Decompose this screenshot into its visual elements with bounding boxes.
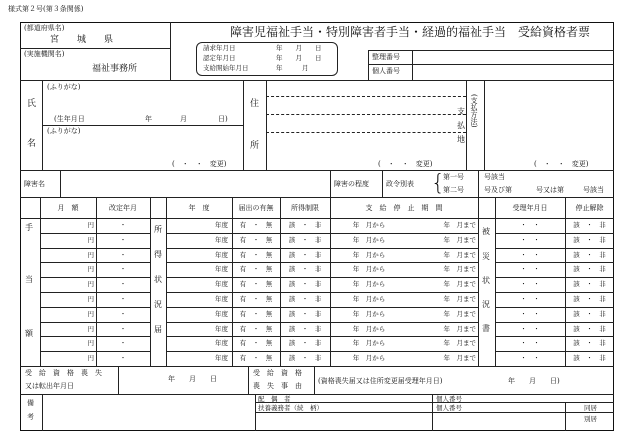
year-cell[interactable]: 年度: [215, 339, 228, 348]
income-cell[interactable]: 該 ・ 非: [288, 250, 322, 259]
monthly-cell[interactable]: 円: [87, 324, 94, 333]
report-cell[interactable]: 有 ・ 無: [239, 324, 273, 333]
remarks-label-2: 考: [27, 413, 34, 421]
stop-from-cell[interactable]: 年 月から: [352, 324, 386, 333]
row-divider: [40, 292, 96, 293]
address-label: 住: [250, 99, 260, 109]
row-divider: [96, 277, 150, 278]
row-divider: [166, 351, 478, 352]
received-cell[interactable]: ・ ・: [520, 265, 540, 274]
claim-date-value: 年 月 日: [276, 44, 322, 52]
received-cell[interactable]: ・ ・: [520, 309, 540, 318]
birth-label: (生年月日: [54, 115, 85, 123]
agency-value: 福祉事務所: [92, 64, 138, 74]
stop-from-cell[interactable]: 年 月から: [352, 221, 386, 229]
header-stop: 支 給 停 止 期 間: [365, 204, 443, 212]
header-cancel: 停止解除: [575, 204, 604, 212]
side-disaster-3: 状: [482, 276, 490, 285]
row-divider: [166, 248, 478, 249]
agency-label: (実施機関名): [24, 50, 65, 58]
pay-label-3: 地: [457, 135, 465, 144]
furigana-label: (ふりがな): [47, 83, 81, 91]
report-cell[interactable]: 有 ・ 無: [239, 250, 273, 259]
form-number: 様式第２号(第３条関係): [8, 5, 84, 13]
header-report: 届出の有無: [238, 204, 274, 212]
row-divider: [495, 248, 614, 249]
side-left-2: 当: [25, 275, 33, 284]
stop-to-cell[interactable]: 年 月まで: [443, 295, 476, 303]
received-cell[interactable]: ・ ・: [520, 324, 540, 333]
row-divider: [495, 351, 614, 352]
stop-from-cell[interactable]: 年 月から: [352, 250, 386, 259]
side-left-3: 額: [25, 329, 33, 338]
header-year: 年 度: [188, 204, 210, 212]
applicable-c: 号又は第: [536, 186, 564, 194]
disability-name-label: 障害名: [24, 180, 45, 188]
side-disaster-4: 況: [482, 300, 490, 309]
stop-from-cell[interactable]: 年 月から: [352, 354, 386, 363]
row-divider: [96, 322, 150, 323]
pay-label-1: 支: [457, 107, 465, 116]
stop-to-cell[interactable]: 年 月まで: [443, 280, 476, 289]
approve-date-label: 認定年月日: [203, 54, 236, 62]
monthly-cell[interactable]: 円: [87, 221, 94, 229]
report-cell[interactable]: 有 ・ 無: [239, 339, 273, 348]
cancel-cell[interactable]: 該 ・ 非: [573, 221, 606, 229]
pref-label: (都道府県名): [24, 24, 65, 32]
stop-to-cell[interactable]: 年 月まで: [443, 265, 476, 274]
item-1: 第一号: [443, 173, 464, 181]
income-cell[interactable]: 該 ・ 非: [288, 309, 322, 318]
pay-label-2: 払: [457, 121, 465, 130]
loss-note-date: 年 月 日): [508, 377, 560, 385]
claim-date-label: 請求年月日: [203, 44, 236, 52]
revision-cell[interactable]: ・: [119, 354, 127, 363]
received-cell[interactable]: ・ ・: [520, 235, 540, 244]
row-divider: [96, 351, 150, 352]
row-divider: [40, 322, 96, 323]
monthly-cell[interactable]: 円: [87, 235, 94, 244]
row-divider: [40, 233, 96, 234]
spouse-pno-label: 個人番号: [436, 395, 462, 403]
loss-label-2: 又は転出年月日: [25, 382, 74, 390]
report-cell[interactable]: 有 ・ 無: [239, 221, 273, 229]
row-divider: [96, 248, 150, 249]
received-cell[interactable]: ・ ・: [520, 221, 540, 229]
stop-to-cell[interactable]: 年 月まで: [443, 221, 476, 229]
reason-label-1: 受 給 資 格: [253, 369, 302, 377]
stop-to-cell[interactable]: 年 月まで: [443, 339, 476, 348]
name-label-2: 名: [27, 139, 37, 149]
report-cell[interactable]: 有 ・ 無: [239, 309, 273, 318]
header-received: 受理年月日: [512, 204, 548, 212]
row-divider: [40, 336, 96, 337]
row-divider: [166, 307, 478, 308]
header-revision: 改定年月: [109, 204, 137, 212]
revision-cell[interactable]: ・: [119, 280, 127, 289]
year-cell[interactable]: 年度: [215, 324, 228, 333]
stop-from-cell[interactable]: 年 月から: [352, 339, 386, 348]
row-divider: [495, 262, 614, 263]
cancel-cell[interactable]: 該 ・ 非: [573, 235, 606, 244]
address-label-2: 所: [250, 141, 260, 151]
name-label: 氏: [27, 99, 37, 109]
revision-cell[interactable]: ・: [119, 309, 127, 318]
loss-note: (資格喪失届又は住所変更届受理年月日): [318, 377, 443, 385]
revision-cell[interactable]: ・: [119, 235, 127, 244]
start-date-label: 支給開始年月日: [203, 64, 249, 72]
row-divider: [40, 351, 96, 352]
revision-cell[interactable]: ・: [119, 295, 127, 303]
received-cell[interactable]: ・ ・: [520, 354, 540, 363]
loss-date: 年 月 日: [168, 375, 217, 383]
row-divider: [96, 307, 150, 308]
cancel-cell[interactable]: 該 ・ 非: [573, 324, 606, 333]
degree-label: 障害の程度: [334, 180, 369, 188]
birth-month: 月: [180, 115, 187, 123]
row-divider: [166, 322, 478, 323]
revision-cell[interactable]: ・: [119, 221, 127, 229]
year-cell[interactable]: 年度: [215, 221, 228, 229]
side-income-2: 得: [154, 250, 162, 259]
income-cell[interactable]: 該 ・ 非: [288, 295, 322, 303]
supporter-pno-label: 個人番号: [436, 404, 462, 412]
stop-to-cell[interactable]: 年 月まで: [443, 324, 476, 333]
address-change: ( ・ ・ 変更): [378, 160, 433, 168]
cancel-cell[interactable]: 該 ・ 非: [573, 280, 606, 289]
income-cell[interactable]: 該 ・ 非: [288, 280, 322, 289]
year-cell[interactable]: 年度: [215, 309, 228, 318]
side-income-3: 状: [154, 275, 162, 284]
row-divider: [166, 292, 478, 293]
row-divider: [40, 262, 96, 263]
year-cell[interactable]: 年度: [215, 280, 228, 289]
revision-cell[interactable]: ・: [119, 339, 127, 348]
year-cell[interactable]: 年度: [215, 265, 228, 274]
row-divider: [166, 262, 478, 263]
side-income-1: 所: [154, 225, 162, 234]
loss-label-1: 受 給 資 格 喪 失: [25, 369, 102, 377]
report-cell[interactable]: 有 ・ 無: [239, 280, 273, 289]
report-cell[interactable]: 有 ・ 無: [239, 354, 273, 363]
stop-from-cell[interactable]: 年 月から: [352, 235, 386, 244]
report-cell[interactable]: 有 ・ 無: [239, 295, 273, 303]
furigana-label-2: (ふりがな): [47, 127, 81, 135]
row-divider: [166, 336, 478, 337]
supporter-label: 扶養義務者（続 柄）: [258, 404, 323, 412]
cancel-cell[interactable]: 該 ・ 非: [573, 309, 606, 318]
row-divider: [96, 292, 150, 293]
year-cell[interactable]: 年度: [215, 354, 228, 363]
report-cell[interactable]: 有 ・ 無: [239, 265, 273, 274]
row-divider: [495, 277, 614, 278]
row-divider: [495, 336, 614, 337]
row-divider: [495, 292, 614, 293]
side-disaster-2: 災: [482, 252, 490, 261]
stop-from-cell[interactable]: 年 月から: [352, 265, 386, 274]
cancel-cell[interactable]: 該 ・ 非: [573, 339, 606, 348]
row-divider: [96, 262, 150, 263]
income-cell[interactable]: 該 ・ 非: [288, 235, 322, 244]
cancel-cell[interactable]: 該 ・ 非: [573, 250, 606, 259]
personal-no-label: 個人番号: [372, 67, 400, 75]
cancel-cell[interactable]: 該 ・ 非: [573, 265, 606, 274]
stop-to-cell[interactable]: 年 月まで: [443, 309, 476, 318]
applicable-d: 号該当: [583, 186, 604, 194]
row-divider: [40, 307, 96, 308]
monthly-cell[interactable]: 円: [87, 295, 94, 303]
brace-icon: {: [431, 171, 445, 196]
monthly-cell[interactable]: 円: [87, 309, 94, 318]
monthly-cell[interactable]: 円: [87, 265, 94, 274]
stop-from-cell[interactable]: 年 月から: [352, 295, 386, 303]
name-change: ( ・ ・ 変更): [172, 160, 227, 168]
birth-year: 年: [145, 115, 152, 123]
reg-no-label: 整理番号: [372, 53, 400, 61]
row-divider: [495, 307, 614, 308]
cancel-cell[interactable]: 該 ・ 非: [573, 295, 606, 303]
row-divider: [166, 277, 478, 278]
applicable-a: 号該当: [484, 173, 505, 181]
income-cell[interactable]: 該 ・ 非: [288, 339, 322, 348]
side-left-1: 手: [25, 223, 33, 232]
stop-to-cell[interactable]: 年 月まで: [443, 235, 476, 244]
received-cell[interactable]: ・ ・: [520, 339, 540, 348]
start-date-value: 年 月: [276, 64, 309, 72]
revision-cell[interactable]: ・: [119, 324, 127, 333]
stop-from-cell[interactable]: 年 月から: [352, 280, 386, 289]
spouse-label: 配 偶 者: [258, 395, 291, 403]
stop-to-cell[interactable]: 年 月まで: [443, 354, 476, 363]
revision-cell[interactable]: ・: [119, 265, 127, 274]
received-cell[interactable]: ・ ・: [520, 280, 540, 289]
row-divider: [166, 233, 478, 234]
revision-cell[interactable]: ・: [119, 250, 127, 259]
row-divider: [40, 277, 96, 278]
header-income: 所得制限: [291, 204, 319, 212]
approve-date-value: 年 月 日: [276, 54, 322, 62]
row-divider: [96, 336, 150, 337]
pay-method-label: (支払方法): [470, 94, 478, 128]
received-cell[interactable]: ・ ・: [520, 250, 540, 259]
row-divider: [40, 248, 96, 249]
side-disaster-5: 書: [482, 324, 490, 333]
applicable-b: 号及び第: [484, 186, 512, 194]
received-cell[interactable]: ・ ・: [520, 295, 540, 303]
remarks-label-1: 備: [27, 399, 34, 407]
monthly-cell[interactable]: 円: [87, 250, 94, 259]
monthly-cell[interactable]: 円: [87, 339, 94, 348]
birth-day: 日): [218, 115, 228, 123]
row-divider: [495, 322, 614, 323]
same-household-label: 同居: [584, 404, 597, 412]
side-income-5: 届: [154, 325, 162, 334]
side-income-4: 況: [154, 300, 162, 309]
pay-change: ( ・ ・ 変更): [534, 160, 589, 168]
ordinance-label: 政令別表: [386, 180, 414, 188]
income-cell[interactable]: 該 ・ 非: [288, 324, 322, 333]
year-cell[interactable]: 年度: [215, 295, 228, 303]
year-cell[interactable]: 年度: [215, 250, 228, 259]
row-divider: [495, 233, 614, 234]
separate-household-label: 別居: [584, 415, 597, 423]
reason-label-2: 喪 失 事 由: [253, 382, 302, 390]
item-2: 第二号: [443, 186, 464, 194]
stop-to-cell[interactable]: 年 月まで: [443, 250, 476, 259]
form-title: 障害児福祉手当・特別障害者手当・経過的福祉手当 受給資格者票: [230, 25, 591, 39]
row-divider: [96, 233, 150, 234]
income-cell[interactable]: 該 ・ 非: [288, 265, 322, 274]
header-monthly: 月 額: [57, 204, 79, 212]
side-disaster-1: 被: [482, 227, 490, 236]
year-cell[interactable]: 年度: [215, 235, 228, 244]
cancel-cell[interactable]: 該 ・ 非: [573, 354, 606, 363]
income-cell[interactable]: 該 ・ 非: [288, 354, 322, 363]
report-cell[interactable]: 有 ・ 無: [239, 235, 273, 244]
monthly-cell[interactable]: 円: [87, 280, 94, 289]
stop-from-cell[interactable]: 年 月から: [352, 309, 386, 318]
income-cell[interactable]: 該 ・ 非: [288, 221, 322, 229]
pref-value: 宮 城 県: [50, 35, 114, 45]
monthly-cell[interactable]: 円: [87, 354, 94, 363]
